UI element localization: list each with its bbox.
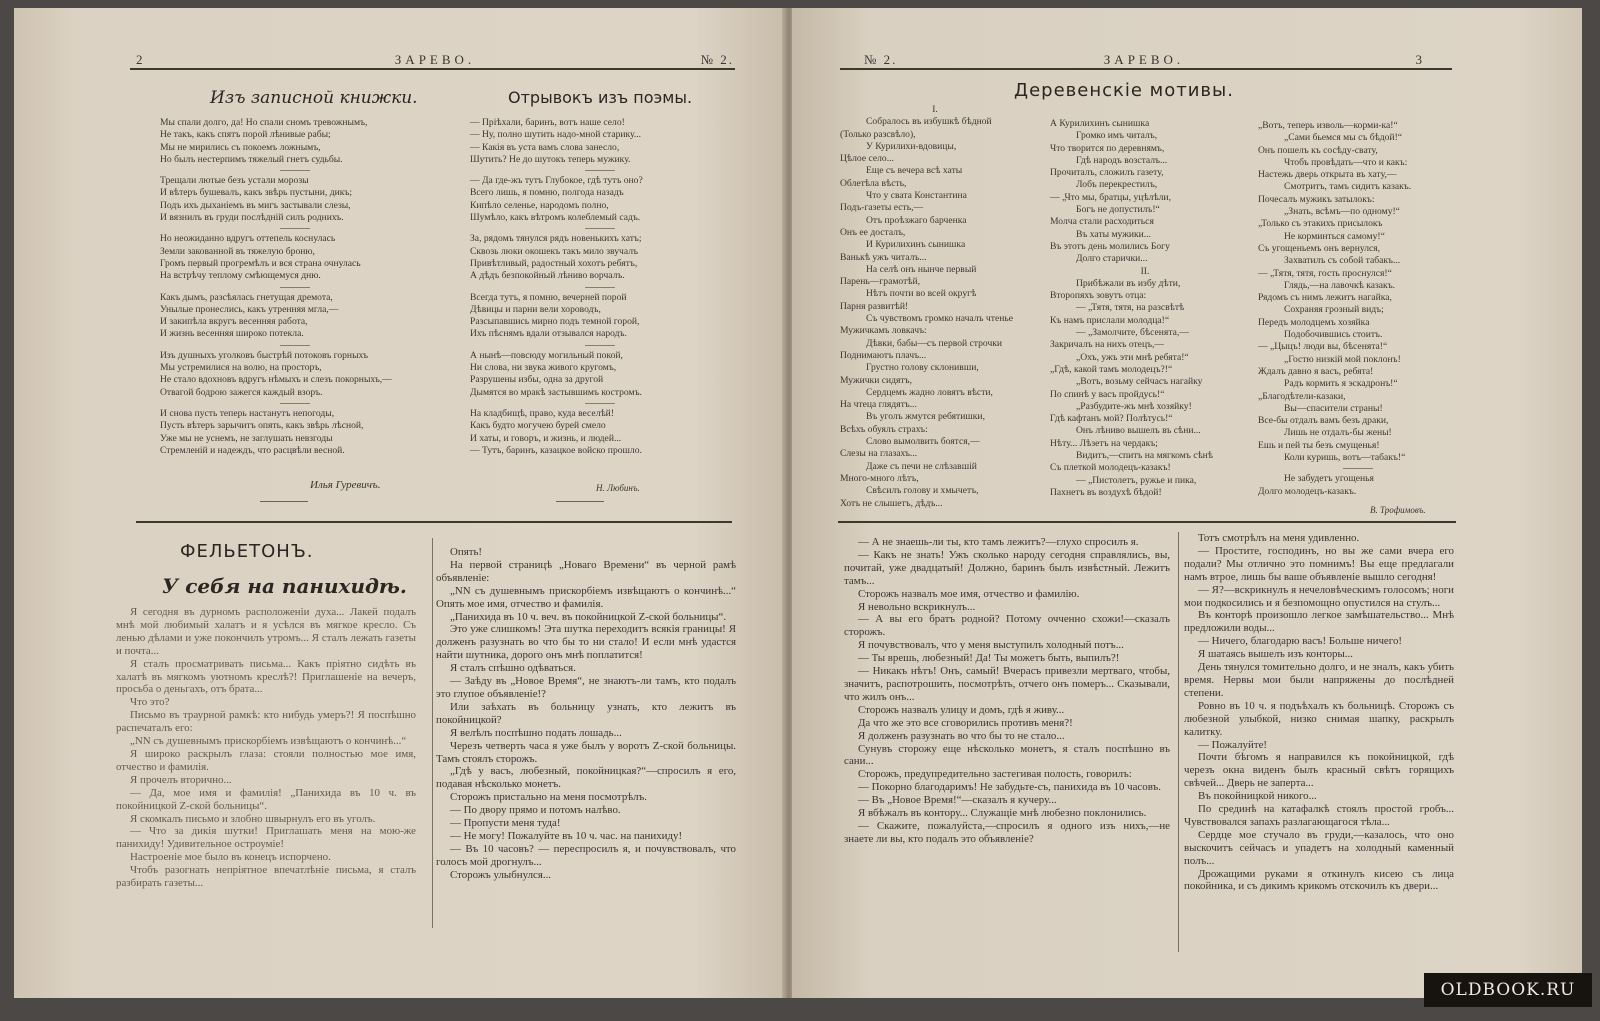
issue-number: № 2.: [700, 52, 734, 67]
poem-line: — Пріѣхали, баринъ, вотъ наше село!: [470, 117, 625, 128]
poem-line: Уже мы не уснемъ, не заглушать невзгоды: [160, 432, 333, 444]
poem-line: Стремленій и надеждъ, что расцвѣли весной.: [160, 444, 345, 456]
poem-line: Какъ дымъ, разсѣялась гнетущая дремота,: [160, 291, 333, 303]
poem-line: Богъ не допустилъ!“: [1076, 204, 1160, 216]
poem-line: Даже съ печи не слѣзавшій: [866, 460, 977, 472]
poem-line: (Только разсвѣло),: [840, 128, 916, 140]
journal-title: ЗАРЕВО.: [394, 52, 476, 67]
left-page: [14, 8, 787, 998]
poem-line: Дѣвки, бабы—съ первой строчки: [866, 337, 1003, 349]
poem-line: Въ хаты мужики...: [1076, 228, 1151, 240]
poem-line: Дѣвицы и парни вели хороводъ,: [470, 303, 601, 315]
paragraph: — Пожалуйте!: [1198, 738, 1268, 751]
poem-line: Сохраняя грозный видъ;: [1284, 304, 1384, 316]
paragraph: Опять!: [450, 546, 483, 558]
poem-line: Разсыпавшись мирно подъ темной горой,: [470, 316, 640, 328]
poem-line: Онъ пошелъ къ сосѣду-свату,: [1258, 144, 1378, 156]
poem-text: [160, 117, 430, 457]
poem-line: Лобъ перекрестилъ,: [1076, 179, 1158, 191]
poem-line: Сквозь люки окошекъ такъ мило звучалъ: [470, 245, 638, 257]
poem-line: Къ намъ прислали молодца!“: [1050, 314, 1170, 326]
paragraph: Это уже слишкомъ! Эта шутка переходитъ всякія границы! Я долженъ разузнать во что бы то ни стало! И если мнѣ удастся найти шутника, дорого онъ мнѣ поплатится!: [436, 623, 736, 662]
stanza-separator: [585, 403, 615, 404]
poem-line: На встрѣчу теплому смѣющемуся дню.: [160, 270, 321, 282]
poem-line: Подъ-газеты есть,—: [840, 202, 924, 214]
poem-line: Шутить? Не до шутокъ теперь мужику.: [470, 153, 631, 165]
poem-line: Подъ ихъ дыханіемъ въ мигъ застывали слезы,: [160, 199, 351, 211]
paragraph: — Покорно благодаримъ! Не забудьте-съ, панихида въ 10 часовъ.: [858, 781, 1161, 794]
poem-line: Съ угощеньемъ онъ вернулся,: [1258, 242, 1381, 254]
paragraph: Я вбѣжалъ въ контору... Служащіе мнѣ любезно поклонились.: [858, 807, 1147, 820]
poem-line: А нынѣ—повсюду могильный покой,: [470, 349, 623, 361]
poem-line: Передъ молодцемъ хозяйка: [1258, 316, 1370, 328]
poem-line: Пахнетъ въ воздухѣ бѣдой!: [1050, 486, 1162, 498]
poem-line: Радъ кормить я эскадронъ!“: [1284, 378, 1398, 390]
poem-line: Что творится по деревнямъ,: [1050, 142, 1165, 154]
page-number: 3: [1415, 52, 1424, 67]
column-rule: [1178, 532, 1179, 952]
poem-line: Парня развитѣй!: [840, 300, 909, 312]
poem-line: Унылые пронеслись, какъ утренняя мгла,—: [160, 303, 339, 315]
journal-title: ЗАРЕВО.: [1103, 52, 1185, 67]
paragraph: Я велѣлъ поспѣшно подать лошадь...: [450, 726, 622, 739]
paragraph: — Что за дикія шутки! Приглашать меня на мою-же панихиду! Удивительное остроуміе!: [116, 825, 416, 851]
paragraph: — Не могу! Пожалуйте въ 10 ч. час. на панихиду!: [450, 829, 683, 842]
section-rule: [838, 521, 1456, 523]
paragraph: — Въ 10 часовъ? — переспросилъ я, и почувствовалъ, что голосъ мой дрогнулъ...: [436, 842, 736, 868]
poem-line: Подобочившись стоитъ.: [1284, 329, 1383, 341]
poem-line: Мужички сидятъ,: [840, 374, 912, 386]
poem-line: „Сами бьемся мы съ бѣдой!“: [1284, 132, 1403, 144]
stanza-separator: [1343, 468, 1373, 469]
feuilleton-column: [844, 536, 1170, 846]
poem-line: Громъ первый прогремѣлъ и вся страна очнулась: [160, 257, 361, 269]
poem-line: Захватилъ съ собой табакъ...: [1284, 255, 1401, 267]
paragraph: Я почувствовалъ, что у меня выступилъ холодный потъ...: [858, 639, 1124, 652]
paragraph: — Ничего, благодарю васъ! Больше ничего!: [1198, 635, 1403, 648]
poem-line: „Только съ этакихъ присылокъ: [1258, 218, 1383, 230]
paragraph: — А вы его братъ родной? Потому очченно схожи!—сказалъ сторожъ.: [844, 613, 1170, 639]
poem-line: Коли куришь, вотъ—табакъ!“: [1284, 452, 1406, 464]
poem-line: Смотритъ, тамъ сидитъ казакъ.: [1284, 181, 1412, 193]
paragraph: Чтобъ разогнать непріятное впечатлѣніе письма, я сталъ разбирать газеты...: [116, 864, 416, 890]
paragraph: — Я?—вскрикнулъ я нечеловѣческимъ голосомъ; ноги мои подкосились и я безпомощно опустился на стулъ...: [1184, 583, 1454, 609]
poem-line: Хотъ не слышетъ, дѣдъ...: [840, 497, 943, 509]
paragraph: Я долженъ разузнать во что бы то не стало...: [858, 729, 1065, 742]
poem-line: Ждалъ давно я васъ, ребята!: [1258, 365, 1374, 377]
poem-line: Слезы на глазахъ...: [840, 448, 918, 460]
poem-line: Цѣлое село...: [840, 153, 894, 165]
paragraph: „Панихида въ 10 ч. веч. въ покойницкой Z-ской больницы“.: [450, 610, 727, 623]
poem-line: Долго старички...: [1076, 253, 1148, 265]
poem-line: Привѣтливый, радостный хохотъ ребятъ,: [470, 257, 638, 269]
poem-line: Онъ лѣниво вышелъ въ сѣни...: [1076, 425, 1201, 437]
poem-line: Прочиталъ, сложилъ газету,: [1050, 167, 1164, 179]
poem-line: Прибѣжали въ избу дѣти,: [1076, 277, 1181, 289]
poem-line: Дымятся во мракѣ застывшимъ костромъ.: [470, 386, 642, 398]
poem-line: „Гостю низкій мой поклонъ!: [1284, 353, 1401, 365]
separator: [260, 501, 308, 502]
paragraph: — Ты врешь, любезный! Да! Ты можетъ быть, выпилъ?!: [858, 652, 1120, 665]
paragraph: Сторожъ пристально на меня посмотрѣлъ.: [450, 791, 647, 804]
newspaper-spread: [14, 8, 1594, 1014]
poem-line: Гдѣ народъ возсталъ...: [1076, 154, 1168, 166]
paragraph: Я сталъ спѣшно одѣваться.: [450, 662, 576, 675]
paragraph: Тотъ смотрѣлъ на меня удивленно.: [1198, 532, 1360, 544]
poem-column: [1050, 118, 1240, 499]
part-number: I.: [932, 104, 938, 115]
poem-line: Шумѣло, какъ вѣтромъ колеблемый садъ.: [470, 212, 641, 224]
feuilleton-subheading: У себя на панихидѣ.: [162, 574, 407, 598]
watermark-logo: OLDBOOK.RU: [1424, 973, 1592, 1007]
paragraph: Дрожащими руками я откинулъ кисею съ лица покойника, и съ дикимъ крикомъ отскочилъ къ двери...: [1184, 867, 1454, 893]
paragraph: — Да, мое имя и фамилія! „Панихида въ 10 ч. въ покойницкой Z-ской больницы“.: [116, 786, 416, 812]
poem-line: Ихъ пѣснямъ вдали отзывался народъ.: [470, 328, 627, 340]
stanza-separator: [280, 403, 310, 404]
poem-line: — „Цыцъ! люди вы, бѣсенята!“: [1258, 341, 1388, 353]
right-page: [792, 8, 1582, 998]
poem-line: Мы спали долго, да! Но спали сномъ тревожнымъ,: [160, 117, 368, 128]
stanza-separator: [585, 345, 615, 346]
paragraph: — Въ „Новое Время!“—сказалъ я кучеру...: [858, 794, 1057, 807]
poem-line: Не стало вдохновъ вдругъ нѣмыхъ и слезъ покорныхъ,—: [160, 374, 392, 386]
stanza-separator: [280, 170, 310, 171]
paragraph: — Какъ не знать! Ужъ сколько народу сегодня справлялись, вы, почитай, уже двадцатый! Должно, баринъ былъ извѣстный. Лежитъ тамъ...: [844, 548, 1170, 587]
poem-line: Гдѣ кафтанъ мой? Полѣтусь!“: [1050, 413, 1173, 425]
poem-line: Трещали лютые безъ устали морозы: [160, 175, 309, 187]
poem-line: Долго молодецъ-казакъ.: [1258, 485, 1357, 497]
paragraph: Въ покойницкой никого...: [1198, 790, 1317, 803]
poem-column: [1258, 120, 1458, 498]
stanza-separator: [585, 287, 615, 288]
feuilleton-column: [116, 606, 416, 890]
poem-line: Земли закованной въ тяжелую броню,: [160, 245, 315, 257]
feuilleton-heading: ФЕЛЬЕТОНЪ.: [180, 541, 314, 562]
paragraph: Черезъ четверть часа я уже былъ у воротъ Z-ской больницы. Тамъ стоялъ сторожъ.: [436, 739, 736, 765]
poem-line: Второпяхъ зовутъ отца:: [1050, 290, 1147, 302]
paragraph: — По двору прямо и потомъ налѣво.: [450, 804, 621, 817]
paragraph: Въ конторѣ произошло легкое замѣшательство... Мнѣ предложили воды...: [1184, 609, 1454, 635]
poem-line: Вы—спасители страны!: [1284, 402, 1383, 414]
stanza-separator: [280, 287, 310, 288]
paragraph: Почти бѣгомъ я направился къ покойницкой, гдѣ черезъ окна виденъ былъ красный свѣтъ горящихъ свѣчей... Дверь не заперта...: [1184, 751, 1454, 790]
paragraph: — Никакъ нѣтъ! Онъ, самый! Вчерасъ привезли мертваго, чтобы, значитъ, распотрошить, посмотрѣть, отчего онъ померъ... Сказывали, что жилъ онъ...: [844, 665, 1170, 703]
paragraph: Я широко раскрылъ глаза: стояли полностью мое имя, отчество и фамилія.: [116, 747, 416, 773]
paragraph: Ровно въ 10 ч. я подъѣхалъ къ больницѣ. Сторожъ съ любезной улыбкой, низко снимая шапку, раскрылъ калитку.: [1184, 699, 1454, 738]
stanza-separator: [585, 170, 615, 171]
poem-line: Парень—грамотѣй,: [840, 276, 921, 288]
stanza-separator: [280, 345, 310, 346]
poem-line: И жизнь весенняя широко потекла.: [160, 328, 304, 340]
poem-line: Нѣту... Лѣзетъ на чердакъ;: [1050, 437, 1158, 449]
poem-line: Всегда тутъ, я помню, вечерней порой: [470, 291, 627, 303]
poem-line: Видитъ,—спитъ на мягкомъ сѣнѣ: [1076, 450, 1214, 462]
poem-line: Громко имъ читалъ,: [1076, 130, 1158, 142]
poem-line: — Ну, полно шутить надо-мной старику...: [470, 129, 642, 141]
paragraph: На первой страницѣ „Новаго Времени“ въ черной рамѣ объявленіе:: [436, 558, 736, 584]
poem-line: Все-бы отдалъ вамъ безъ драки,: [1258, 415, 1389, 427]
paragraph: „NN съ душевнымъ прискорбіемъ извѣщаютъ о кончинѣ...“ Опять мое имя, отчество и фамилія.: [436, 584, 736, 610]
paragraph: Сторожъ, предупредительно застегивая полость, говорилъ:: [858, 768, 1132, 781]
poem-line: И хаты, и говоръ, и жизнь, и людей...: [470, 432, 622, 444]
paragraph: „Гдѣ у васъ, любезный, покойницкая?“—спросилъ я его, подавая нѣсколько монетъ.: [436, 765, 736, 791]
poem-line: — „Тятя, тятя, на разсвѣтѣ: [1076, 302, 1185, 314]
paragraph: — Пропусти меня туда!: [450, 817, 561, 830]
feuilleton-column: [436, 546, 736, 882]
poem-line: Кипѣло селенье, народомъ полно,: [470, 199, 609, 211]
poem-heading: Отрывокъ изъ поэмы.: [508, 88, 693, 107]
paragraph: Настроеніе мое было въ конецъ испорчено.: [130, 851, 331, 864]
poem-line: Не забудетъ угощенья: [1284, 473, 1374, 485]
paragraph: Сердце мое стучало въ груди,—казалось, что оно выскочитъ сейчасъ и упадетъ на холодный каменный полъ...: [1184, 828, 1454, 867]
poem-line: Но былъ нестерпимъ тяжелый гнетъ судьбы.: [160, 153, 343, 165]
poem-line: А дѣдъ безпокойный лѣниво ворчалъ.: [470, 270, 625, 282]
poem-line: Молча стали расходиться: [1050, 216, 1154, 228]
paragraph: Письмо въ траурной рамкѣ: кто нибудь умеръ?! Я поспѣшно распечаталъ его:: [116, 709, 416, 735]
poem-line: Почесалъ мужикъ затылокъ:: [1258, 193, 1375, 205]
poem-line: Отъ проѣзжаго барченка: [866, 214, 967, 226]
page-number: 2: [136, 52, 145, 67]
poem-line: Всѣхъ обуялъ страхъ:: [840, 423, 928, 435]
paragraph: Я прочелъ вторично...: [130, 773, 232, 786]
separator: [556, 501, 604, 502]
poem-line: И вязнилъ въ груди послѣдній силъ роднихъ.: [160, 212, 344, 224]
paragraph: Что это?: [130, 696, 170, 709]
poem-line: Свѣсилъ голову и хмычетъ,: [866, 485, 979, 497]
poem-line: Пусть вѣтеръ зарычитъ опять, какъ звѣрь лѣсной,: [160, 420, 364, 432]
poem-line: Не корминться самому!“: [1284, 230, 1385, 242]
poem-heading: Изъ записной книжки.: [210, 88, 418, 108]
poem-line: У Курилихи-вдовицы,: [866, 140, 957, 152]
poem-line: — Какія въ уста вамъ слова занесло,: [470, 141, 620, 153]
paragraph: Я сегодня въ дурномъ расположеніи духа... Лакей подалъ мнѣ мой любимый халатъ и я усѣлся въ мягкое кресло. Съ ленью дѣлами и уже покончилъ утромъ... Я сталъ лежать газеты и почта...: [116, 606, 416, 657]
poem-line: Закричалъ на нихъ отецъ,—: [1050, 339, 1165, 351]
poem-text: [470, 117, 730, 457]
poem-line: Мы устремилися на волю, на просторъ,: [160, 362, 322, 374]
paragraph: „NN съ душевнымъ прискорбіемъ извѣщаютъ о кончинѣ...“: [130, 735, 407, 748]
poem-heading: Деревенскіе мотивы.: [1014, 80, 1234, 101]
poem-line: Еще съ вечера всѣ хаты: [866, 165, 963, 177]
paragraph: День тянулся томительно долго, и не зналъ, какъ убить время. Нервы мои были напряжены до послѣдней степени.: [1184, 661, 1454, 699]
poem-line: Чтобъ провѣдать—что и какъ:: [1284, 156, 1408, 168]
poem-line: По спинѣ у васъ пройдусь!“: [1050, 388, 1165, 400]
paragraph: Я невольно вскрикнулъ...: [858, 600, 976, 613]
part-number: II.: [1140, 265, 1150, 277]
poem-line: Съ плеткой молодецъ-казакъ!: [1050, 462, 1171, 474]
poem-line: „Разбудите-жъ мнѣ хозяйку!: [1076, 400, 1192, 412]
poem-line: Нѣтъ почти во всей округѣ: [866, 288, 977, 300]
poem-line: „Вотъ, теперь изволь—корми-ка!“: [1258, 120, 1398, 131]
poem-line: — „Замолчите, бѣсенята,—: [1076, 327, 1189, 339]
poem-line: И снова пусть теперь настанутъ непогоды,: [160, 407, 335, 419]
poem-line: „Охъ, ужъ эти мнѣ ребята!“: [1076, 351, 1189, 363]
poem-line: Изъ душныхъ уголковъ быстрѣй потоковъ горныхъ: [160, 349, 368, 361]
poem-line: Въ уголъ жмутся ребятишки,: [866, 411, 985, 423]
paragraph: Или заѣхать въ больницу узнать, кто лежитъ въ покойницкой?: [436, 700, 736, 726]
poem-line: „Знать, всѣмъ—по одному!“: [1284, 206, 1400, 218]
paragraph: — Заѣду въ „Новое Время“, не знаютъ-ли тамъ, кто подалъ это глупое объявленіе!?: [436, 675, 736, 700]
poem-line: И вѣтеръ бушевалъ, какъ звѣрь пустыни, дикъ;: [160, 187, 353, 199]
paragraph: Я скомкалъ письмо и злобно швырнулъ его въ уголъ.: [130, 812, 376, 825]
paragraph: Я сталъ просматривать письма... Какъ пріятно сидѣть въ халатѣ въ мягкомъ уютномъ креслѣ?! Приглашеніе на вечеръ, просьба о деньгахъ, отъ брата...: [116, 657, 416, 696]
poem-column: [840, 104, 1030, 510]
poem-line: Облетѣла вѣсть,: [840, 177, 907, 189]
header-rule: [840, 68, 1452, 70]
poem-author: В. Трофимовъ.: [1370, 505, 1426, 515]
stanza-separator: [585, 228, 615, 229]
poem-line: — „Что мы, братцы, уцѣлѣли,: [1050, 191, 1171, 203]
poem-line: Мужичкамъ ловкачъ:: [840, 325, 927, 337]
paragraph: — Скажите, пожалуйста,—спросилъ я одного изъ нихъ,—не знаете ли вы, кто подалъ это объявленіе?: [844, 819, 1170, 845]
poem-line: Какъ будто могучею бурей смело: [470, 420, 606, 432]
poem-line: Слово вымолвить боятся,—: [866, 436, 980, 448]
poem-author: Н. Любинъ.: [596, 483, 640, 493]
poem-line: „Благодѣтели-казаки,: [1258, 390, 1346, 402]
poem-line: Глядь,—на лавочкѣ казакъ.: [1284, 279, 1396, 291]
poem-line: Всего лишь, я помню, полгода назадъ: [470, 187, 624, 199]
paragraph: Да что же это все сговорились противъ меня?!: [858, 716, 1073, 729]
poem-line: Поднимаютъ плачъ...: [840, 349, 927, 361]
paragraph: — Простите, господинъ, но вы же сами вчера его подали? Мы отлично это помнимъ! Вы еще предлагали намъ втрое, лишь бы ваше объявленіе вышло сегодня!: [1184, 544, 1454, 583]
poem-line: На селѣ онъ нынче первый: [866, 263, 977, 275]
paragraph: Сторожъ улыбнулся...: [450, 868, 552, 881]
paragraph: Сторожъ назвалъ мое имя, отчество и фамилію.: [858, 587, 1080, 600]
poem-line: „Гдѣ, какой тамъ молодецъ?!“: [1050, 363, 1173, 375]
paragraph: Сунувъ сторожу еще нѣсколько монетъ, я сталъ поспѣшно въ сани...: [844, 742, 1170, 768]
poem-line: Мы не мирились съ покоемъ ложнымъ,: [160, 141, 321, 153]
feuilleton-column: [1184, 532, 1454, 893]
poem-author: Илья Гуревичъ.: [310, 479, 381, 491]
poem-line: И закипѣла вкругъ весенняя работа,: [160, 316, 308, 328]
section-rule: [136, 521, 732, 523]
poem-line: — „Пистолетъ, ружье и пика,: [1076, 474, 1197, 486]
poem-line: — „Тятя, тятя, гость проснулся!“: [1258, 267, 1392, 279]
poem-line: За, рядомъ тянулся рядъ новенькихъ хатъ;: [470, 233, 642, 245]
issue-number: № 2.: [864, 52, 898, 67]
poem-line: Собралось въ избушкѣ бѣдной: [866, 116, 992, 128]
poem-line: И Курилихинъ сынишка: [866, 239, 966, 251]
poem-line: Сердцемъ жадно ловятъ вѣсти,: [866, 386, 993, 398]
stanza-separator: [280, 228, 310, 229]
poem-line: Рядомъ съ нимъ лежитъ нагайка,: [1258, 292, 1392, 304]
poem-line: Грустно голову склонивши,: [866, 362, 979, 374]
poem-line: Онъ ее досталъ,: [840, 226, 906, 238]
poem-line: Ешь и пей ты безъ смущенья!: [1258, 439, 1380, 451]
paragraph: По срединѣ на катафалкѣ стоялъ простой гробъ... Чувствовался запахъ разлагающагося тѣла...: [1184, 803, 1454, 828]
poem-line: — Тутъ, баринъ, казацкое войско прошло.: [470, 444, 642, 456]
poem-line: Въ этотъ день молились Богу: [1050, 240, 1170, 252]
poem-line: „Вотъ, возьму сейчасъ нагайку: [1076, 376, 1203, 388]
header-rule: [130, 68, 735, 70]
poem-line: Ванькѣ ужъ читалъ...: [840, 251, 927, 263]
poem-line: Много-много лѣтъ,: [840, 472, 919, 484]
column-rule: [432, 538, 433, 928]
poem-line: Настежь дверь открыта въ хату,—: [1258, 169, 1397, 181]
poem-line: Разрушены избы, одна за другой: [470, 374, 604, 386]
poem-line: Что у свата Константина: [866, 190, 967, 202]
poem-line: Но неожиданно вдругъ оттепель коснулась: [160, 233, 336, 245]
poem-line: — Да где-жъ тутъ Глубокое, гдѣ тутъ оно?: [470, 175, 643, 187]
poem-line: А Курилихинъ сынишка: [1050, 118, 1150, 129]
poem-line: На кладбищѣ, право, куда веселѣй!: [470, 407, 615, 419]
paragraph: — А не знаешь-ли ты, кто тамъ лежитъ?—глухо спросилъ я.: [858, 536, 1139, 548]
poem-line: На чтеца глядятъ...: [840, 399, 917, 411]
poem-line: Не такъ, какъ спятъ порой лѣнивые рабы;: [160, 129, 331, 141]
poem-line: Отвагой бодрою зажегся каждый взоръ.: [160, 386, 323, 398]
poem-line: Съ чувствомъ громко началъ чтенье: [866, 313, 1013, 325]
paragraph: Я шатаясь вышелъ изъ конторы...: [1198, 648, 1353, 661]
poem-line: Ни слова, ни звука живого кругомъ,: [470, 362, 617, 374]
paragraph: Сторожъ назвалъ улицу и домъ, гдѣ я живу...: [858, 703, 1065, 716]
poem-line: Лишь не отдалъ-бы жены!: [1284, 427, 1392, 439]
